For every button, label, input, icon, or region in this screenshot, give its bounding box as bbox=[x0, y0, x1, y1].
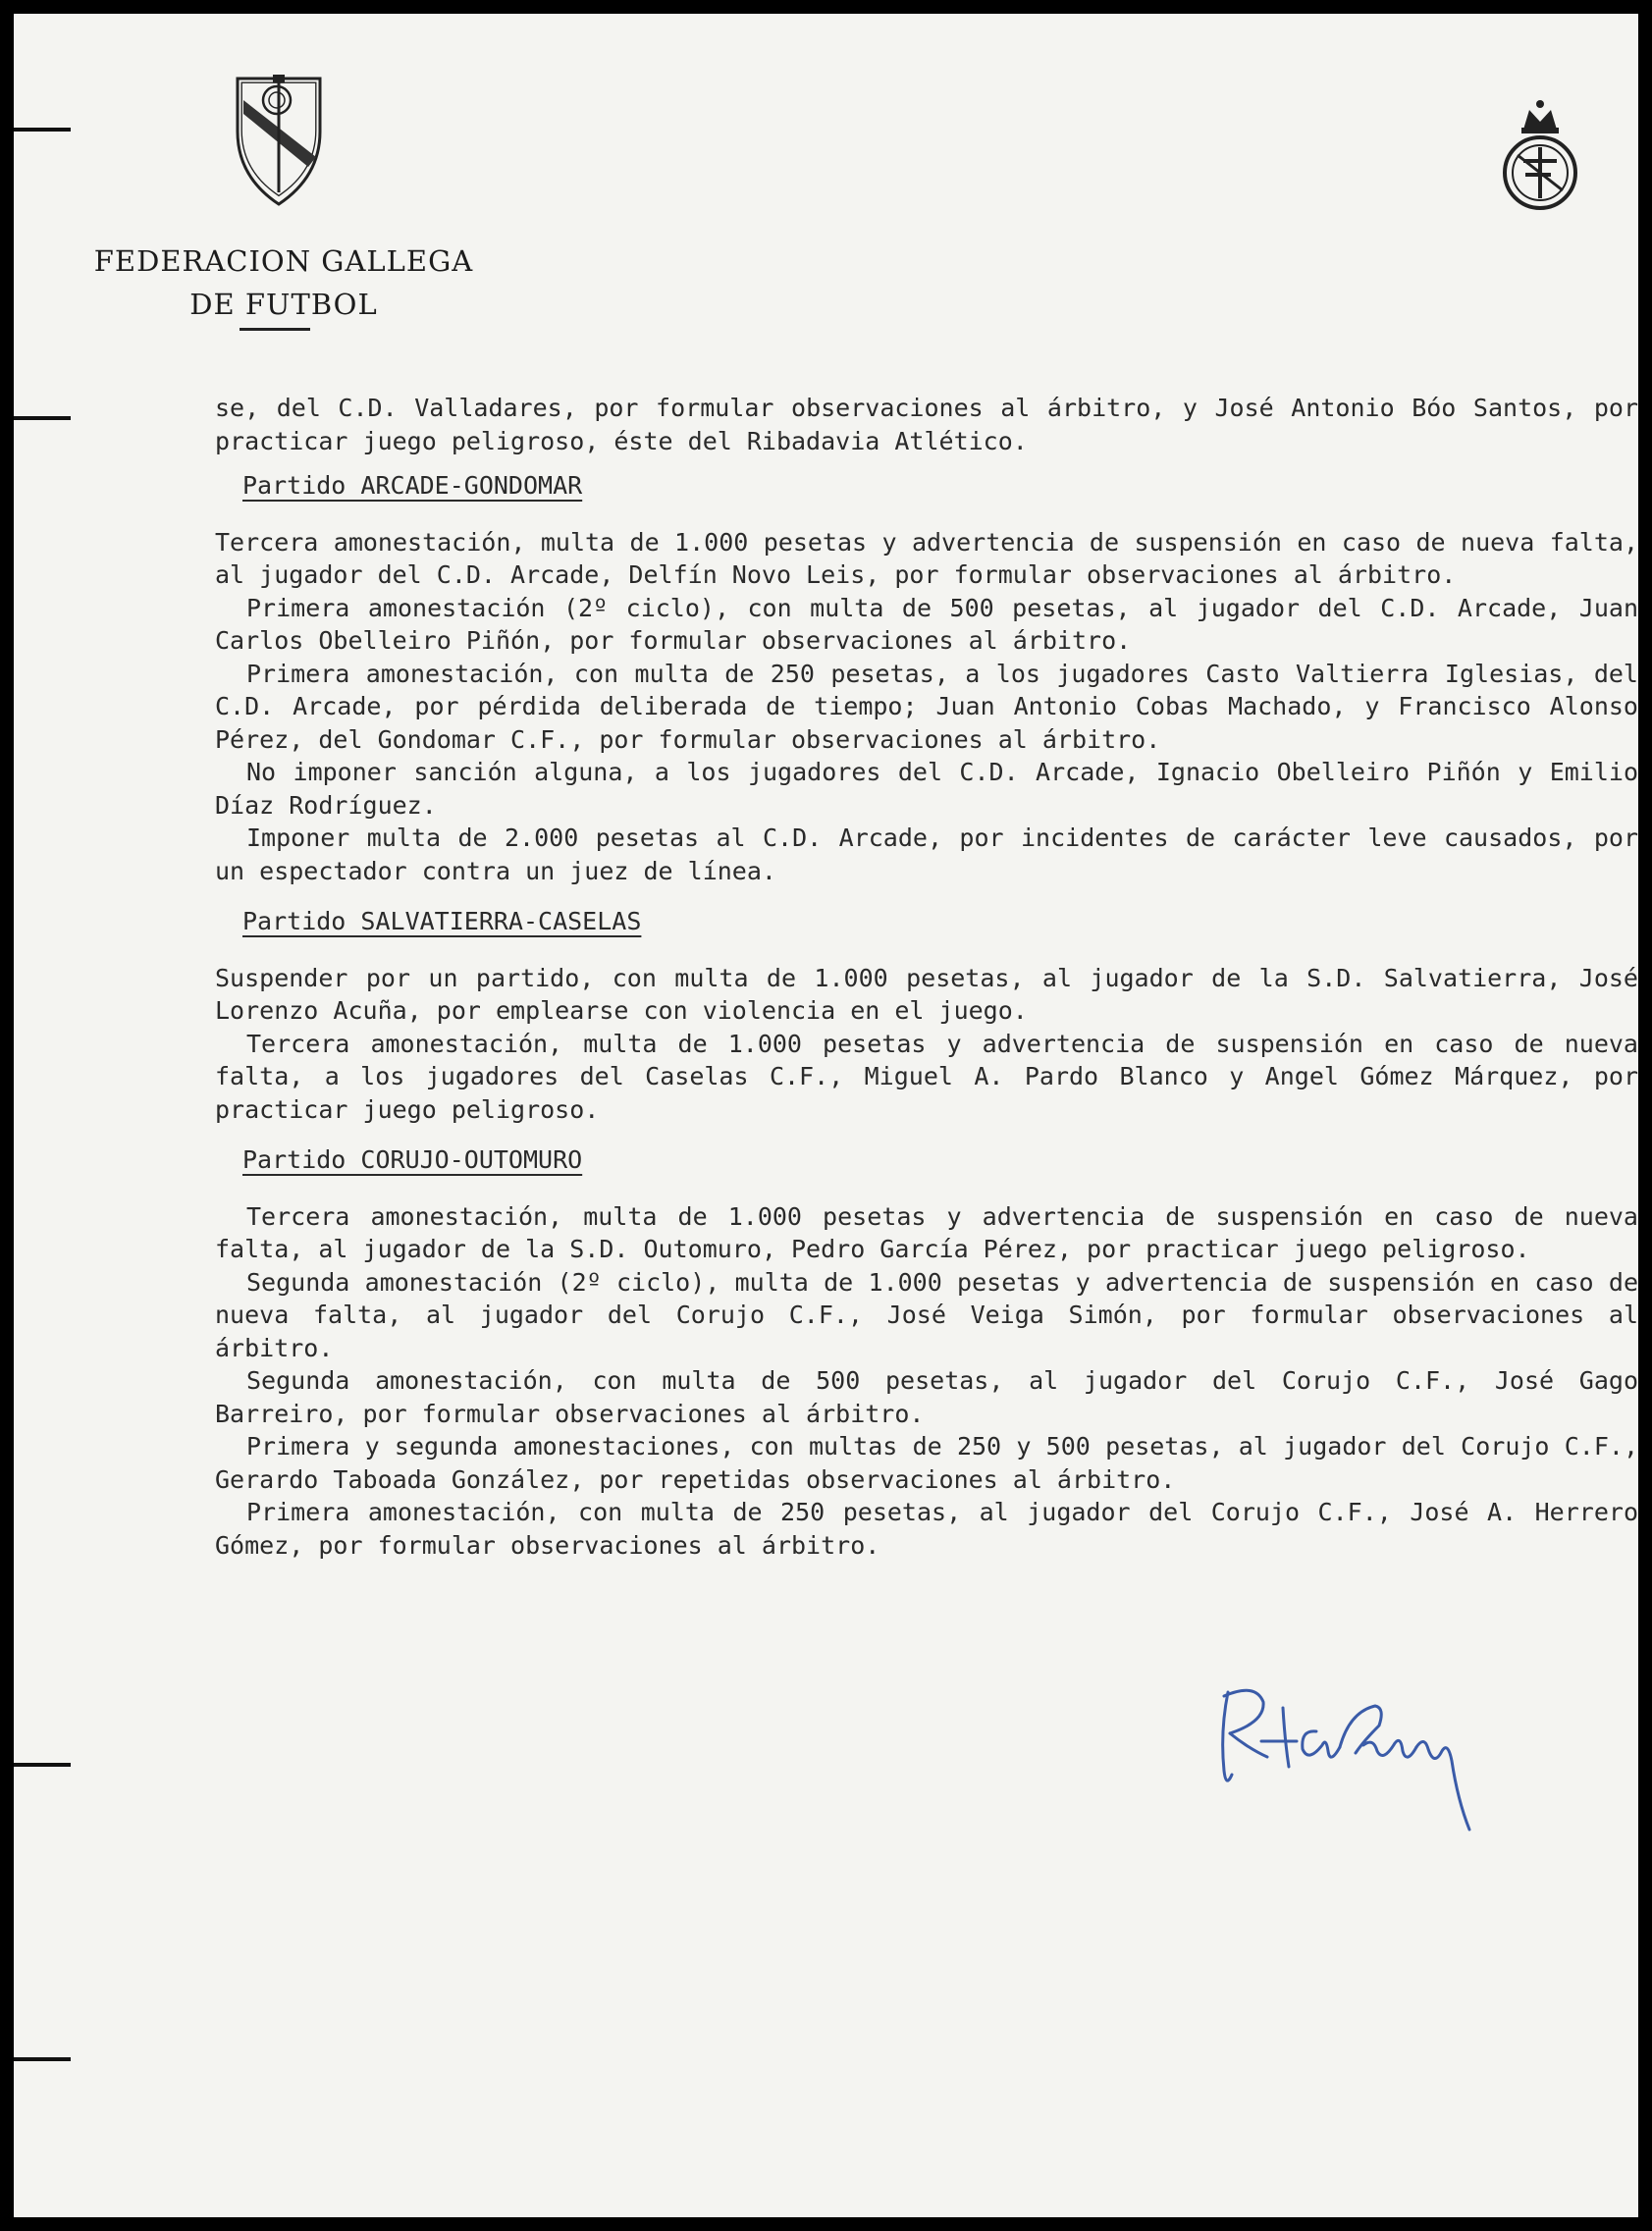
organization-name-line1: FEDERACION GALLEGA bbox=[93, 244, 474, 278]
binder-hole-mark bbox=[14, 416, 71, 420]
paragraph: Primera y segunda amonestaciones, con multas de 250 y 500 pesetas, al jugador del Corujo C.F., Gerardo Taboada González, por repetidas observaciones al árbitro. bbox=[215, 1432, 1638, 1494]
handwritten-signature bbox=[1206, 1673, 1520, 1839]
organization-name bbox=[82, 239, 485, 326]
paragraph: Segunda amonestación, con multa de 500 pesetas, al jugador del Corujo C.F., José Gago Barreiro, por formular observaciones al árbitro. bbox=[215, 1366, 1638, 1428]
section-heading: Partido CORUJO-OUTOMURO bbox=[242, 1145, 583, 1174]
organization-name-line2: DE FUTBOL bbox=[189, 288, 378, 321]
binder-hole-mark bbox=[14, 2057, 71, 2061]
paragraph: Primera amonestación, con multa de 250 pesetas, a los jugadores Casto Valtierra Iglesias, del C.D. Arcade, por pérdida deliberada de tiempo; Juan Antonio Cobas Machado, y Francisco Alonso Pérez, del Gondomar C.F., por formular observaciones al árbitro. bbox=[215, 659, 1638, 754]
continuation-paragraph: se, del C.D. Valladares, por formular observaciones al árbitro, y José Antonio Bóo Santos, por practicar juego peligroso, éste del Ribadavia Atlético. bbox=[215, 394, 1638, 455]
section-heading: Partido SALVATIERRA-CASELAS bbox=[242, 907, 642, 935]
binder-hole-mark bbox=[14, 128, 71, 132]
document-page bbox=[14, 14, 1638, 2217]
paragraph: Tercera amonestación, multa de 1.000 pesetas y advertencia de suspensión en caso de nueva falta, al jugador de la S.D. Outomuro, Pedro García Pérez, por practicar juego peligroso. bbox=[215, 1201, 1638, 1263]
paragraph: Suspender por un partido, con multa de 1.000 pesetas, al jugador de la S.D. Salvatierra, José Lorenzo Acuña, por emplearse con violencia en el juego. bbox=[215, 963, 1638, 1025]
section-heading: Partido ARCADE-GONDOMAR bbox=[242, 471, 583, 500]
header-rule bbox=[240, 328, 310, 331]
paragraph: Primera amonestación, con multa de 250 pesetas, al jugador del Corujo C.F., José A. Herrero Gómez, por formular observaciones al árbitro. bbox=[215, 1498, 1638, 1560]
document-body bbox=[215, 392, 1638, 1562]
paragraph: Segunda amonestación (2º ciclo), multa de 1.000 pesetas y advertencia de suspensión en caso de nueva falta, al jugador del Corujo C.F., José Veiga Simón, por formular observaciones al árbitro. bbox=[215, 1267, 1638, 1362]
rfef-crest-logo bbox=[1496, 92, 1584, 220]
federation-shield-logo bbox=[230, 71, 328, 208]
paragraph: Primera amonestación (2º ciclo), con multa de 500 pesetas, al jugador del C.D. Arcade, Juan Carlos Obelleiro Piñón, por formular observaciones al árbitro. bbox=[215, 593, 1638, 655]
paragraph: Imponer multa de 2.000 pesetas al C.D. Arcade, por incidentes de carácter leve causados, por un espectador contra un juez de línea. bbox=[215, 823, 1638, 885]
paragraph: No imponer sanción alguna, a los jugadores del C.D. Arcade, Ignacio Obelleiro Piñón y Emilio Díaz Rodríguez. bbox=[215, 758, 1638, 820]
paragraph: Tercera amonestación, multa de 1.000 pesetas y advertencia de suspensión en caso de nueva falta, al jugador del C.D. Arcade, Delfín Novo Leis, por formular observaciones al árbitro. bbox=[215, 527, 1638, 589]
paragraph: Tercera amonestación, multa de 1.000 pesetas y advertencia de suspensión en caso de nueva falta, a los jugadores del Caselas C.F., Miguel A. Pardo Blanco y Angel Gómez Márquez, por practicar juego peligroso. bbox=[215, 1029, 1638, 1124]
binder-hole-mark bbox=[14, 1763, 71, 1767]
